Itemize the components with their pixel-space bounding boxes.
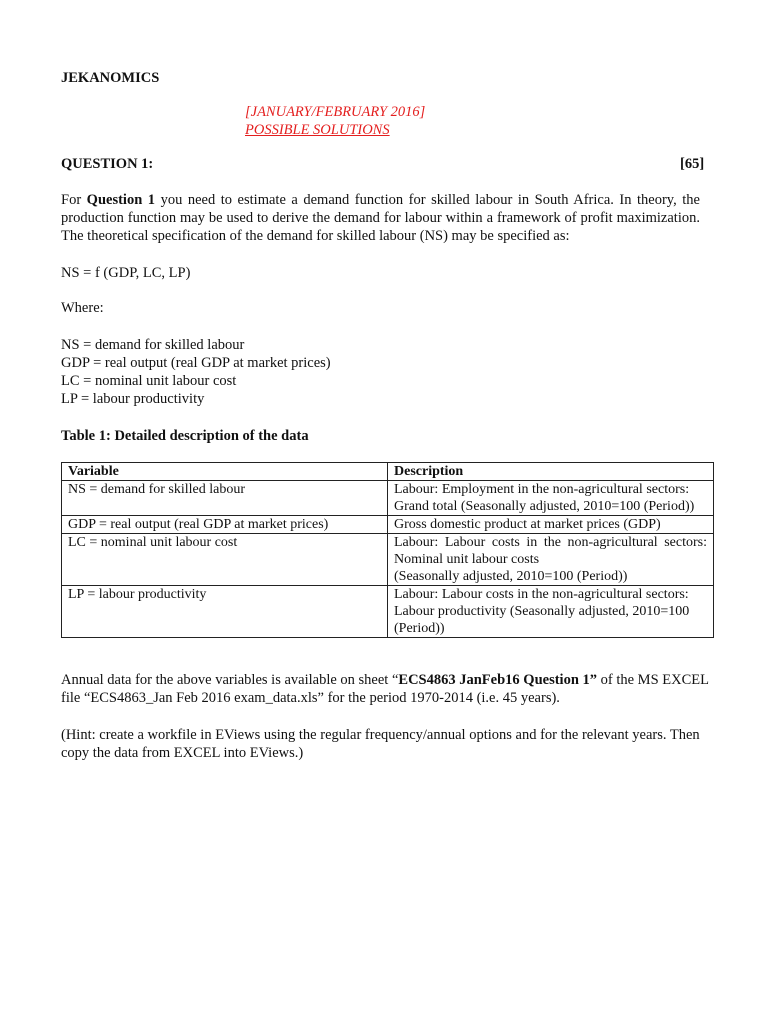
- table-cell-variable: LC = nominal unit labour cost: [62, 534, 388, 586]
- table-caption: Table 1: Detailed description of the data: [61, 428, 309, 444]
- definition-item: LP = labour productivity: [61, 391, 205, 407]
- table-cell-variable: GDP = real output (real GDP at market prices): [62, 516, 388, 534]
- table-cell-description: Labour: Labour costs in the non-agricultural sectors: Labour productivity (Seasonally adjusted, 2010=100 (Period)): [388, 586, 714, 638]
- table-row: [62, 516, 714, 534]
- table-cell-description: Labour: Employment in the non-agricultural sectors: Grand total (Seasonally adjusted, 2010=100 (Period)): [388, 481, 714, 516]
- question-marks: [65]: [680, 156, 705, 172]
- data-note-sheet: ECS4863 JanFeb16 Question 1”: [398, 672, 598, 688]
- data-note-pre: Annual data for the above variables is available on sheet “: [61, 672, 399, 688]
- table-row: [62, 534, 714, 586]
- table-cell-variable: LP = labour productivity: [62, 586, 388, 638]
- org-heading: JEKANOMICS: [61, 70, 160, 86]
- definition-list: [61, 336, 331, 408]
- table-cell-description: Labour: Labour costs in the non-agricultural sectors: Nominal unit labour costs: [394, 535, 707, 567]
- data-description-table: [61, 462, 714, 638]
- where-label: Where:: [61, 300, 104, 316]
- data-availability-note: [61, 671, 711, 707]
- table-cell-description-extra: (Seasonally adjusted, 2010=100 (Period)): [394, 569, 628, 584]
- solutions-subtitle: POSSIBLE SOLUTIONS: [245, 122, 390, 138]
- table-cell-description-group: [388, 534, 714, 586]
- table-row: [62, 481, 714, 516]
- intro-bold: Question 1: [86, 192, 156, 208]
- definition-item: LC = nominal unit labour cost: [61, 373, 237, 389]
- hint-note: (Hint: create a workfile in EViews using the regular frequency/annual options and for the relevant years. Then copy the data from EXCEL into EViews.): [61, 727, 700, 761]
- table-header-row: [62, 463, 714, 481]
- definition-item: NS = demand for skilled labour: [61, 337, 245, 353]
- session-label: [JANUARY/FEBRUARY 2016]: [245, 104, 426, 120]
- intro-pre: For: [61, 192, 87, 208]
- table-row: [62, 586, 714, 638]
- definition-item: GDP = real output (real GDP at market prices): [61, 355, 331, 371]
- table-cell-description: Gross domestic product at market prices (GDP): [388, 516, 714, 534]
- table-cell-variable: NS = demand for skilled labour: [62, 481, 388, 516]
- intro-post: you need to estimate a demand function for skilled labour in South Africa. In theory, the production function may be used to derive the demand for labour within a framework of profit maximization. The theoretical specification of the demand for skilled labour (NS) may be specified as:: [61, 192, 700, 244]
- table-header-variable: Variable: [62, 463, 388, 481]
- equation: NS = f (GDP, LC, LP): [61, 265, 191, 281]
- question-label: QUESTION 1:: [61, 156, 154, 172]
- data-note-post: of the MS EXCEL file “ECS4863_Jan Feb 2016 exam_data.xls” for the period 1970-2014 (i.e. 45 years).: [61, 672, 709, 706]
- question-intro: [61, 191, 700, 245]
- table-header-description: Description: [388, 463, 714, 481]
